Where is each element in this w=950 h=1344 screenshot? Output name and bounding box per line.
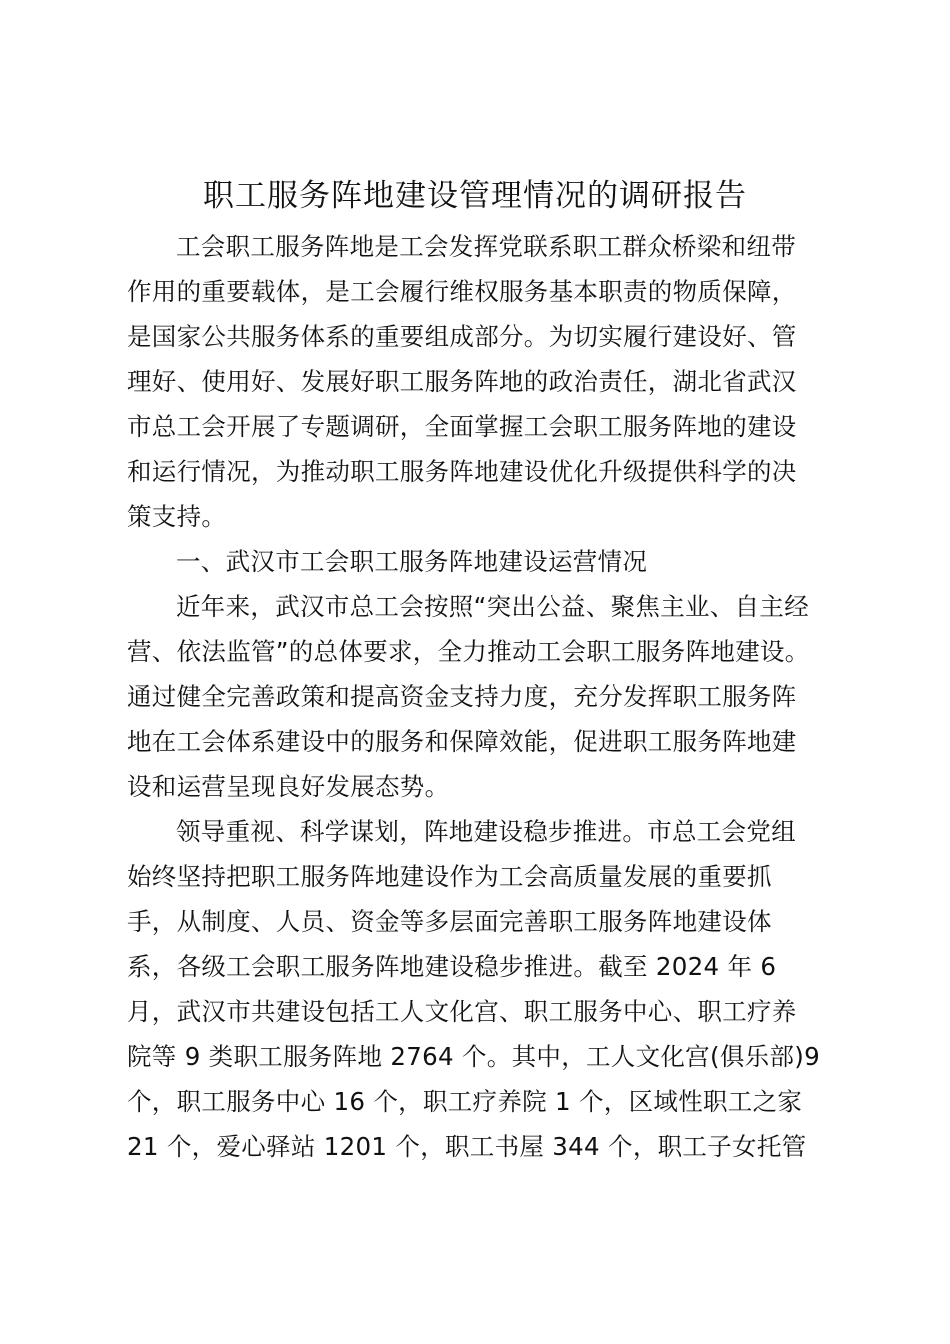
paragraph-line: 始终坚持把职工服务阵地建设作为工会高质量发展的重要抓 — [127, 862, 772, 891]
paragraph-line: 作用的重要载体，是工会履行维权服务基本职责的物质保障， — [127, 277, 797, 306]
paragraph-line: 系，各级工会职工服务阵地建设稳步推进。截至 2024 年 6 — [127, 952, 777, 981]
overview-paragraph — [127, 584, 827, 809]
paragraph-line: 月，武汉市共建设包括工人文化宫、职工服务中心、职工疗养 — [127, 997, 797, 1026]
paragraph-line: 个，职工服务中心 16 个，职工疗养院 1 个，区域性职工之家 — [127, 1087, 803, 1116]
paragraph-line: 通过健全完善政策和提高资金支持力度，充分发挥职工服务阵 — [127, 682, 797, 711]
paragraph-line: 是国家公共服务体系的重要组成部分。为切实履行建设好、管 — [127, 322, 797, 351]
paragraph-line: 设和运营呈现良好发展态势。 — [127, 772, 450, 801]
intro-paragraph — [127, 224, 827, 539]
paragraph-line: 领导重视、科学谋划，阵地建设稳步推进。市总工会党组 — [176, 817, 796, 846]
section-heading: 一、武汉市工会职工服务阵地建设运营情况 — [176, 547, 648, 576]
paragraph-line: 近年来，武汉市总工会按照“突出公益、聚焦主业、自主经 — [176, 592, 809, 621]
paragraph-line: 院等 9 类职工服务阵地 2764 个。其中，工人文化宫(俱乐部)9 — [127, 1042, 820, 1071]
leadership-paragraph — [127, 809, 827, 1169]
document-body — [127, 224, 827, 1169]
paragraph-line: 市总工会开展了专题调研，全面掌握工会职工服务阵地的建设 — [127, 412, 797, 441]
paragraph-line: 理好、使用好、发展好职工服务阵地的政治责任，湖北省武汉 — [127, 367, 797, 396]
paragraph-line: 工会职工服务阵地是工会发挥党联系职工群众桥梁和纽带 — [176, 232, 796, 261]
paragraph-line: 策支持。 — [127, 502, 227, 531]
paragraph-line: 营、依法监管”的总体要求，全力推动工会职工服务阵地建设。 — [127, 637, 810, 666]
paragraph-line: 手，从制度、人员、资金等多层面完善职工服务阵地建设体 — [127, 907, 772, 936]
paragraph-line: 和运行情况，为推动职工服务阵地建设优化升级提供科学的决 — [127, 457, 797, 486]
paragraph-line: 21 个，爱心驿站 1201 个，职工书屋 344 个，职工子女托管 — [127, 1132, 807, 1161]
document-title: 职工服务阵地建设管理情况的调研报告 — [203, 178, 747, 214]
paragraph-line: 地在工会体系建设中的服务和保障效能，促进职工服务阵地建 — [127, 727, 797, 756]
section-heading-1 — [127, 539, 827, 584]
